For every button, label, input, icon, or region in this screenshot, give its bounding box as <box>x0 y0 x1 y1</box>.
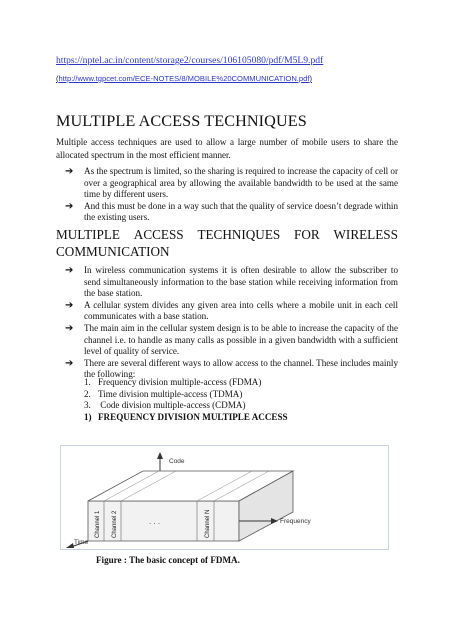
list-item <box>65 300 398 323</box>
list-item-text: And this must be done in a way such that the quality of service doesn’t degrade within the existing users. <box>84 200 399 223</box>
time-label: Time <box>74 539 89 546</box>
section-heading-line-2: COMMUNICATION <box>56 244 170 259</box>
numbered-item <box>84 389 288 401</box>
numbered-item <box>84 377 288 389</box>
item-number: 2. <box>84 388 91 399</box>
intro-paragraph: Multiple access techniques are used to allow a large number of mobile users to share the allocated spectrum in the most efficient manner. <box>56 137 398 160</box>
list-item <box>65 201 398 224</box>
arrow-icon: ➔ <box>65 200 74 212</box>
list-item-text: As the spectrum is limited, so the sharing is required to increase the capacity of cell or over a geographical area by allowing the available bandwidth to be used at the same time by different users. <box>84 166 398 200</box>
arrow-icon: ➔ <box>65 265 74 276</box>
list-item-text: In wireless communication systems it is often desirable to allow the subscriber to send simultaneously information to the base station while receiving information from the base station. <box>84 265 398 299</box>
figure-caption: Figure : The basic concept of FDMA. <box>96 555 240 565</box>
heading-word: TECHNIQUES <box>197 227 281 242</box>
list-item <box>65 265 398 300</box>
item-number: 1. <box>84 377 91 387</box>
arrow-icon: ➔ <box>65 357 74 369</box>
item-number: 3. <box>84 400 91 411</box>
fdma-diagram <box>61 446 388 549</box>
main-heading: MULTIPLE ACCESS TECHNIQUES <box>56 112 307 130</box>
list-item-text: A cellular system divides any given area into cells where a mobile unit in each cell communicates with a base station. <box>84 299 398 322</box>
list-item <box>65 323 398 358</box>
tgpcet-link-line <box>56 74 312 83</box>
list-item-text: The main aim in the cellular system design is to be able to increase the capacity of the channel i.e. to handle as many calls as possible in a given bandwidth with a sufficient level of quality of service. <box>84 322 398 357</box>
channel-ellipsis: . . . <box>149 517 161 526</box>
item-text: FREQUENCY DIVISION MULTIPLE ACCESS <box>98 411 288 422</box>
nptel-link[interactable]: https://nptel.ac.in/content/storage2/courses/106105080/pdf/M5L9.pdf <box>56 55 324 66</box>
numbered-list <box>84 377 288 423</box>
section-heading-line-1 <box>56 226 398 243</box>
numbered-item <box>84 400 288 412</box>
time-axis-arrow-icon <box>66 543 74 548</box>
subsection-heading <box>84 412 288 424</box>
heading-word: WIRELESS <box>333 227 398 242</box>
channel-label: Channel N <box>205 509 211 538</box>
code-axis-arrow-icon <box>157 452 163 459</box>
list-item <box>65 166 398 201</box>
item-number: 1) <box>84 411 92 422</box>
code-label: Code <box>169 458 185 465</box>
front-face <box>88 501 239 541</box>
fdma-figure <box>60 445 389 550</box>
bullet-list-2 <box>65 265 398 381</box>
paren-close: ) <box>309 74 313 83</box>
channel-label: Channel 1 <box>95 510 101 538</box>
frequency-label: Frequency <box>280 518 311 525</box>
arrow-icon: ➔ <box>65 166 74 177</box>
heading-word: ACCESS <box>133 227 184 242</box>
item-text: Code division multiple-access (CDMA) <box>98 400 246 411</box>
tgpcet-link[interactable]: http://www.tgpcet.com/ECE-NOTES/8/MOBILE%20COMMUNICATION.pdf <box>58 74 310 83</box>
channel-label: Channel 2 <box>112 510 118 538</box>
paren-open: ( <box>56 74 59 83</box>
item-text: Frequency division multiple-access (FDMA) <box>98 377 262 387</box>
heading-word: MULTIPLE <box>56 227 120 242</box>
section-heading <box>56 226 398 260</box>
arrow-icon: ➔ <box>65 322 74 334</box>
list-item-text: There are several different ways to allow access to the channel. These includes mainly the following: <box>84 357 398 380</box>
arrow-icon: ➔ <box>65 299 74 311</box>
item-text: Time division multiple-access (TDMA) <box>98 388 243 399</box>
bullet-list-1 <box>65 166 398 224</box>
heading-word: FOR <box>294 227 320 242</box>
